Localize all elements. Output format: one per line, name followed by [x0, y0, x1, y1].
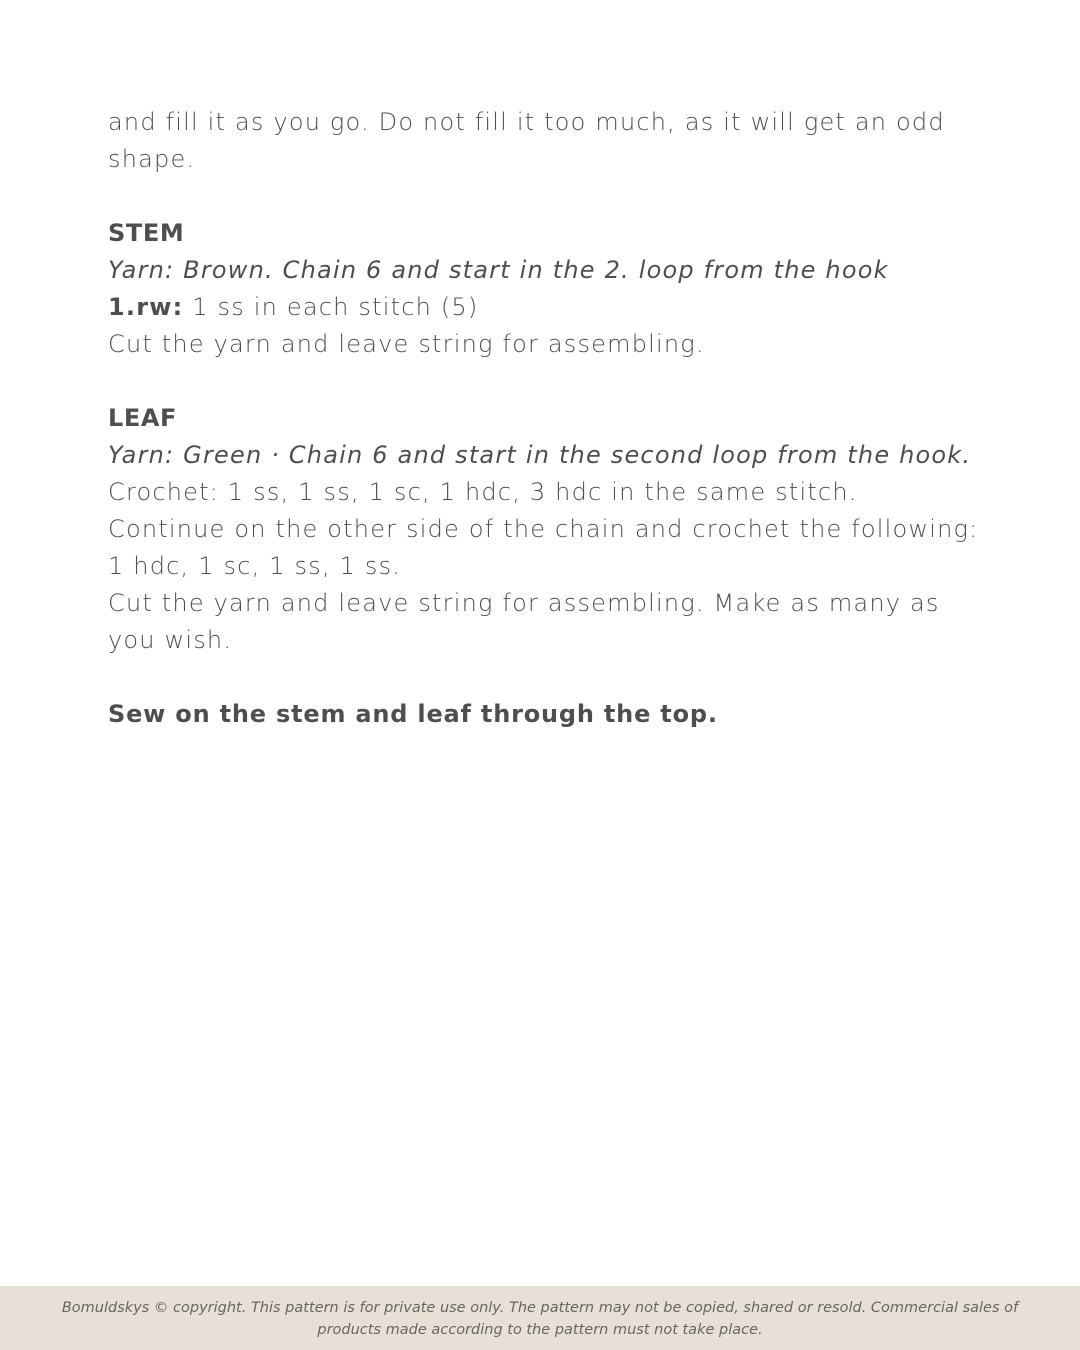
intro-paragraph: and fill it as you go. Do not fill it too much, as it will get an odd shape. [108, 108, 945, 173]
stem-finish-instruction: Cut the yarn and leave string for assembling. [108, 330, 705, 358]
stem-row-1-text: 1 ss in each stitch (5) [183, 293, 479, 321]
stem-row-1 [108, 289, 988, 326]
copyright-footer [0, 1286, 1080, 1350]
pattern-content [108, 104, 988, 733]
leaf-yarn-instruction: Yarn: Green · Chain 6 and start in the second loop from the hook. [108, 441, 972, 469]
leaf-finish-instruction: Cut the yarn and leave string for assembling. Make as many as you wish. [108, 589, 940, 654]
leaf-step-2: Continue on the other side of the chain and crochet the following: 1 hdc, 1 sc, 1 ss, 1 ss. [108, 515, 979, 580]
leaf-step-1: Crochet: 1 ss, 1 ss, 1 sc, 1 hdc, 3 hdc in the same stitch. [108, 478, 858, 506]
section-spacer [108, 659, 988, 696]
copyright-text: Bomuldskys © copyright. This pattern is for private use only. The pattern may not be copied, shared or resold. Commercial sales of products made according to the pattern must not take place. [61, 1300, 1019, 1338]
stem-yarn-instruction: Yarn: Brown. Chain 6 and start in the 2. loop from the hook [108, 256, 889, 284]
stem-heading: STEM [108, 219, 185, 247]
closing-instruction: Sew on the stem and leaf through the top. [108, 700, 718, 728]
stem-row-1-label: 1.rw: [108, 293, 184, 321]
section-spacer [108, 363, 988, 400]
leaf-heading: LEAF [108, 404, 178, 432]
section-spacer [108, 178, 988, 215]
